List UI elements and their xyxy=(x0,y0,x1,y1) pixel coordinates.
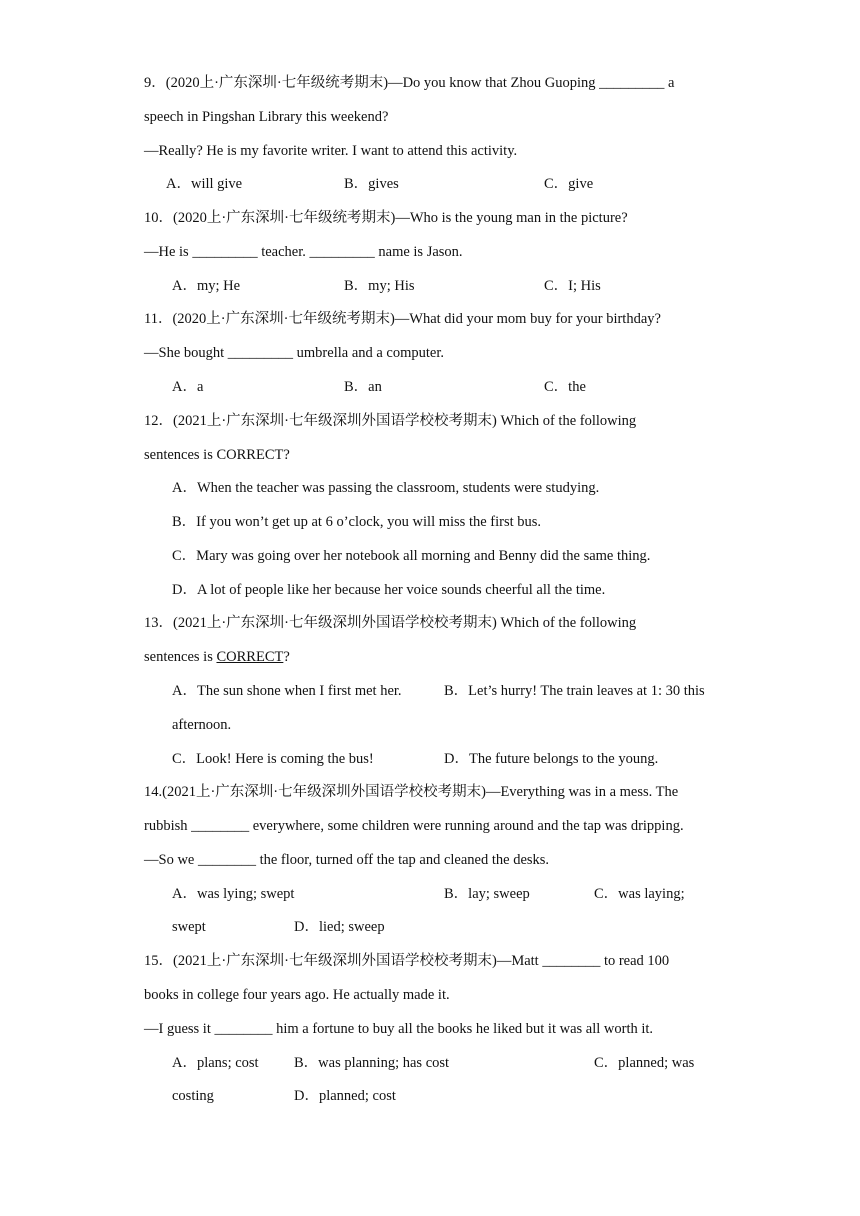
question-12-option-c: C．Mary was going over her notebook all morning and Benny did the same thing. xyxy=(172,548,651,564)
question-15-option-d: D．planned; cost xyxy=(294,1088,396,1104)
question-11-option-c: C．the xyxy=(544,379,586,395)
question-9-stem-continued: speech in Pingshan Library this weekend? xyxy=(144,109,389,125)
question-9-reply: —Really? He is my favorite writer. I want to attend this activity. xyxy=(144,143,518,159)
question-13-option-b-continued: afternoon. xyxy=(172,717,232,733)
question-15-option-c-continued: costing xyxy=(172,1088,214,1104)
question-9-option-a: A．will give xyxy=(166,176,243,192)
question-13-option-a: A．The sun shone when I first met her. xyxy=(172,683,402,699)
question-14-stem: 14.(2021上·广东深圳·七年级深圳外国语学校校考期末)—Everything was in a mess. The xyxy=(144,784,679,800)
question-12-option-d: D．A lot of people like her because her voice sounds cheerful all the time. xyxy=(172,582,606,598)
question-14-stem-continued: rubbish ________ everywhere, some children were running around and the tap was dripping. xyxy=(144,818,684,834)
question-9-option-b: B．gives xyxy=(344,176,399,192)
question-13-option-d: D．The future belongs to the young. xyxy=(444,751,659,767)
question-10-option-b: B．my; His xyxy=(344,278,415,294)
question-13-option-b: B．Let’s hurry! The train leaves at 1: 30 this xyxy=(444,683,705,699)
question-11-stem: 11．(2020上·广东深圳·七年级统考期末)—What did your mom buy for your birthday? xyxy=(144,311,661,327)
question-11-option-b: B．an xyxy=(344,379,382,395)
question-15-reply: —I guess it ________ him a fortune to buy all the books he liked but it was all worth it. xyxy=(144,1021,654,1037)
question-9-option-c: C．give xyxy=(544,176,594,192)
question-15-stem: 15．(2021上·广东深圳·七年级深圳外国语学校校考期末)—Matt ________ to read 100 xyxy=(144,953,670,969)
question-9-stem: 9．(2020上·广东深圳·七年级统考期末)—Do you know that Zhou Guoping _________ a xyxy=(144,75,675,91)
question-14-option-d: D．lied; sweep xyxy=(294,919,385,935)
question-15-option-a: A．plans; cost xyxy=(172,1055,259,1071)
question-10-stem: 10．(2020上·广东深圳·七年级统考期末)—Who is the young man in the picture? xyxy=(144,210,628,226)
question-14-option-c: C．was laying; xyxy=(594,886,685,902)
question-13-option-c: C．Look! Here is coming the bus! xyxy=(172,751,374,767)
question-10-option-c: C．I; His xyxy=(544,278,601,294)
question-13-underlined-word: CORRECT xyxy=(216,649,284,665)
question-12-stem-continued: sentences is CORRECT? xyxy=(144,447,290,463)
question-12-option-a: A．When the teacher was passing the classroom, students were studying. xyxy=(172,480,600,496)
question-13-stem: 13．(2021上·广东深圳·七年级深圳外国语学校校考期末) Which of the following xyxy=(144,615,637,631)
question-13-stem-continued xyxy=(144,647,290,667)
question-15-stem-continued: books in college four years ago. He actually made it. xyxy=(144,987,450,1003)
question-13-stem-pre: sentences is xyxy=(144,649,217,665)
question-14-reply: —So we ________ the floor, turned off the tap and cleaned the desks. xyxy=(144,852,550,868)
question-11-reply: —She bought _________ umbrella and a computer. xyxy=(144,345,445,361)
question-10-option-a: A．my; He xyxy=(172,278,241,294)
question-10-reply: —He is _________ teacher. _________ name is Jason. xyxy=(144,244,463,260)
question-15-option-b: B．was planning; has cost xyxy=(294,1055,450,1071)
question-14-option-b: B．lay; sweep xyxy=(444,886,530,902)
question-12-stem: 12．(2021上·广东深圳·七年级深圳外国语学校校考期末) Which of the following xyxy=(144,413,637,429)
question-14-option-a: A．was lying; swept xyxy=(172,886,295,902)
question-12-option-b: B．If you won’t get up at 6 o’clock, you will miss the first bus. xyxy=(172,514,542,530)
question-11-option-a: A．a xyxy=(172,379,204,395)
question-15-option-c: C．planned; was xyxy=(594,1055,695,1071)
question-13-stem-post: ? xyxy=(283,649,290,665)
question-14-option-c-continued: swept xyxy=(172,919,206,935)
